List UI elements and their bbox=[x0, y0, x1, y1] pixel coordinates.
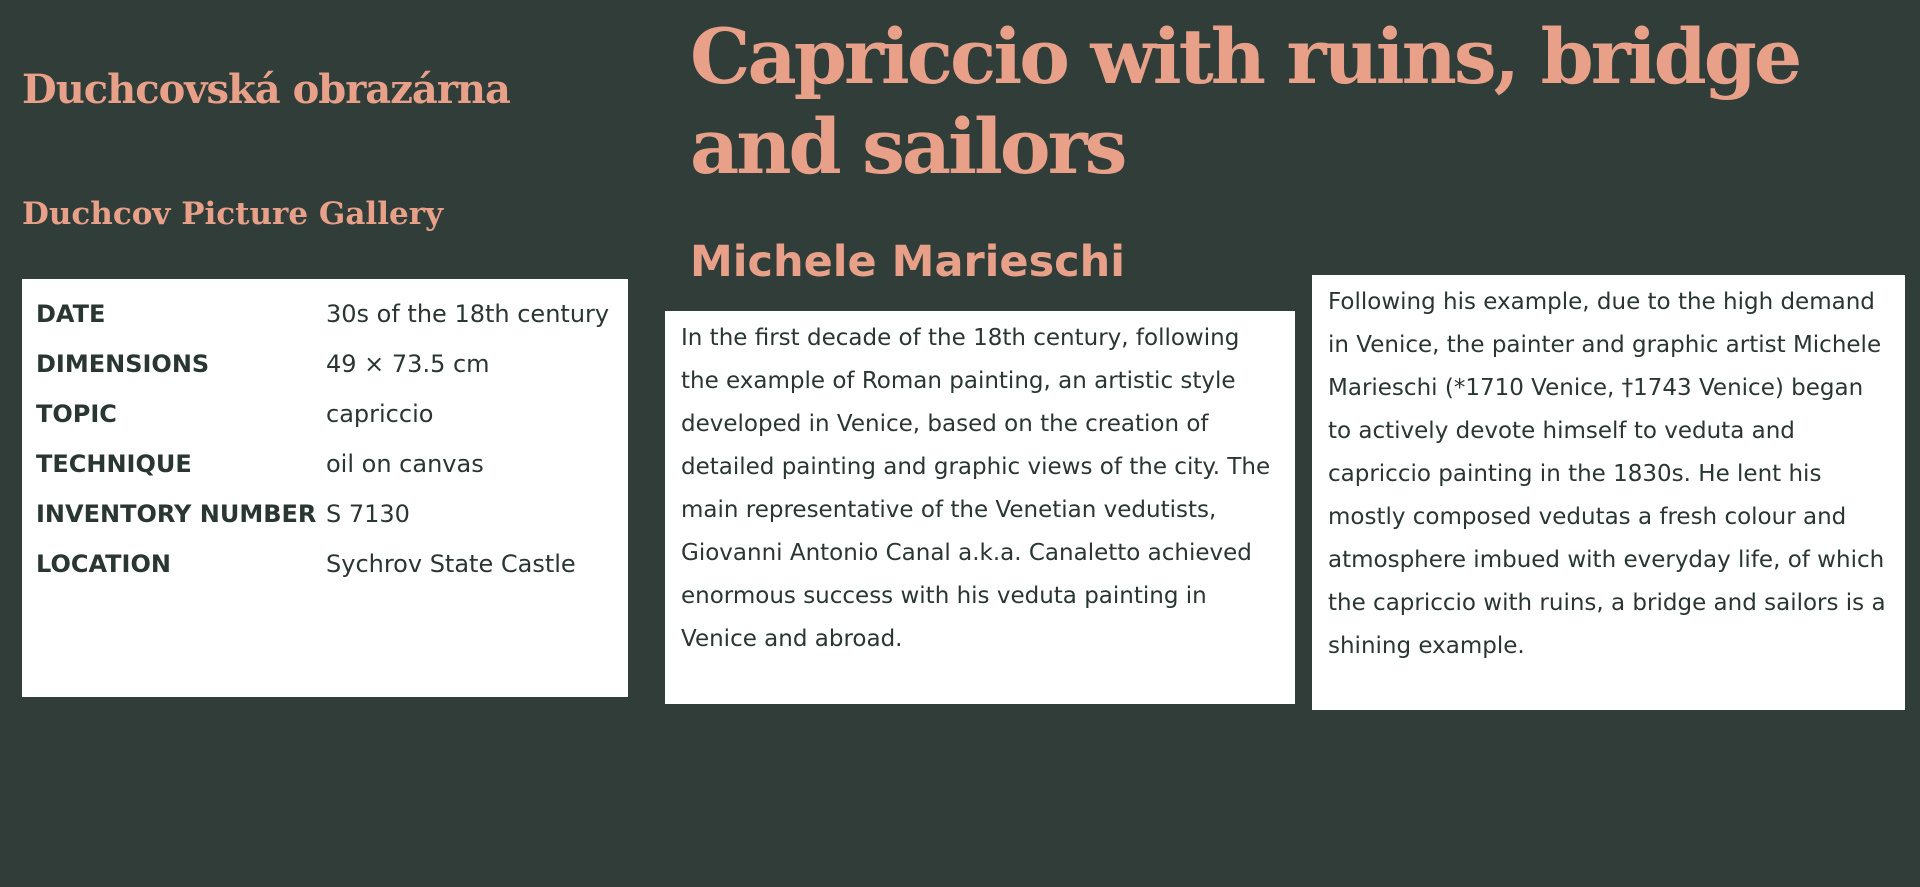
details-row-date bbox=[36, 293, 614, 336]
details-label: LOCATION bbox=[36, 550, 171, 578]
details-value: 49 × 73.5 cm bbox=[326, 350, 490, 378]
details-value: capriccio bbox=[326, 400, 434, 428]
details-label: DIMENSIONS bbox=[36, 350, 210, 378]
details-value: 30s of the 18th century bbox=[326, 300, 610, 328]
details-value: oil on canvas bbox=[326, 450, 484, 478]
artwork-title: Capriccio with ruins, bridge and sailors bbox=[690, 12, 1800, 191]
description-paragraph-1: In the first decade of the 18th century, following the example of Roman painting, an artistic style developed in Venice, based on the creation of detailed painting and graphic views of the city. The main representative of the Venetian vedutists, Giovanni Antonio Canal a.k.a. Canaletto achieved enormous success with his veduta painting in Venice and abroad. bbox=[665, 311, 1295, 704]
details-row-location bbox=[36, 543, 614, 586]
details-label: TOPIC bbox=[36, 400, 117, 428]
details-label: INVENTORY NUMBER bbox=[36, 500, 317, 528]
details-row-inventory-number bbox=[36, 493, 614, 536]
details-label: TECHNIQUE bbox=[36, 450, 192, 478]
artwork-artist: Michele Marieschi bbox=[690, 237, 1126, 287]
details-row-dimensions bbox=[36, 343, 614, 386]
gallery-subtitle: Duchcov Picture Gallery bbox=[22, 196, 444, 232]
details-label: DATE bbox=[36, 300, 106, 328]
details-row-topic bbox=[36, 393, 614, 436]
description-paragraph-2: Following his example, due to the high demand in Venice, the painter and graphic artist Michele Marieschi (*1710 Venice, †1743 Venice) began to actively devote himself to veduta and capriccio painting in the 1830s. He lent his mostly composed vedutas a fresh colour and atmosphere imbued with everyday life, of which the capriccio with ruins, a bridge and sailors is a shining example. bbox=[1312, 275, 1905, 710]
details-value: Sychrov State Castle bbox=[326, 550, 576, 578]
details-row-technique bbox=[36, 443, 614, 486]
details-value: S 7130 bbox=[326, 500, 410, 528]
artwork-details-table bbox=[22, 279, 628, 697]
gallery-name: Duchcovská obrazárna bbox=[22, 66, 510, 113]
